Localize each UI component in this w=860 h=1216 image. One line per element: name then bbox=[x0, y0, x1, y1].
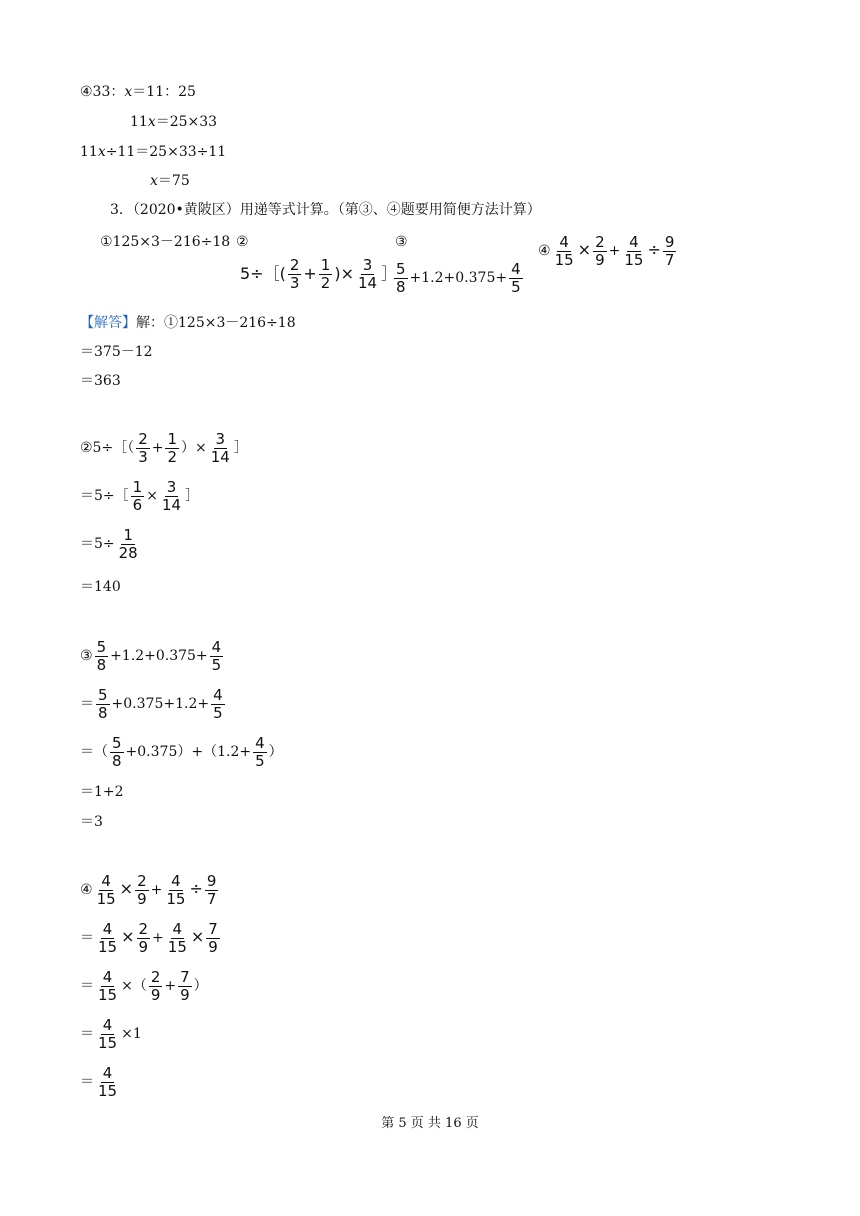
answer-line bbox=[80, 1016, 142, 1052]
expression-text: ＝ bbox=[80, 978, 94, 994]
fraction bbox=[110, 735, 124, 770]
fraction bbox=[96, 1065, 119, 1100]
denominator: 7 bbox=[664, 250, 675, 269]
expression-text: ④33： bbox=[80, 84, 125, 100]
problem-3-item-3-expr bbox=[392, 260, 525, 296]
fraction bbox=[663, 234, 677, 269]
expression-text: ②5÷［（ bbox=[80, 440, 135, 456]
fraction bbox=[394, 261, 408, 296]
answer-line bbox=[80, 526, 142, 562]
expression-text: （2020•黄陂区） bbox=[132, 202, 240, 218]
denominator: 15 bbox=[98, 937, 118, 956]
expression-text: × bbox=[190, 927, 205, 946]
numerator: 4 bbox=[171, 871, 181, 890]
fraction bbox=[211, 687, 225, 722]
denominator: 15 bbox=[554, 250, 574, 269]
expression-text: + bbox=[303, 264, 317, 283]
fraction bbox=[553, 234, 576, 269]
fraction bbox=[117, 527, 140, 562]
fraction bbox=[356, 257, 379, 292]
fraction bbox=[509, 261, 523, 296]
denominator: 2 bbox=[167, 447, 178, 466]
expression-text: ＝5÷［ bbox=[80, 488, 129, 504]
denominator: 8 bbox=[396, 277, 406, 296]
expression-text: + bbox=[150, 882, 163, 898]
fraction bbox=[95, 873, 118, 908]
numerator: 2 bbox=[137, 871, 147, 890]
numerator: 7 bbox=[180, 967, 190, 986]
denominator: 9 bbox=[150, 985, 161, 1004]
fraction bbox=[593, 234, 607, 269]
denominator: 14 bbox=[210, 447, 230, 466]
expression-text: ④ bbox=[80, 882, 93, 898]
numerator: 4 bbox=[211, 637, 222, 656]
denominator: 9 bbox=[180, 985, 190, 1004]
answer-line bbox=[80, 638, 225, 674]
numerator: 4 bbox=[629, 232, 639, 251]
answer-line: ＝1+2 bbox=[80, 784, 124, 800]
numerator: 4 bbox=[102, 1015, 113, 1034]
expression-text: )× bbox=[334, 264, 354, 283]
expression-text: ］ bbox=[185, 488, 200, 504]
denominator: 7 bbox=[206, 889, 217, 908]
answer-line bbox=[80, 478, 199, 514]
numerator: 5 bbox=[396, 259, 406, 278]
numerator: 7 bbox=[208, 919, 218, 938]
answer-line: ＝375－12 bbox=[80, 344, 153, 360]
denominator: 5 bbox=[213, 703, 223, 722]
denominator: 15 bbox=[98, 985, 118, 1004]
numerator: 9 bbox=[206, 871, 217, 890]
denominator: 5 bbox=[255, 751, 265, 770]
prev-line-1 bbox=[80, 82, 196, 102]
denominator: 15 bbox=[166, 889, 186, 908]
numerator: 1 bbox=[320, 256, 331, 274]
denominator: 9 bbox=[137, 889, 147, 908]
answer-line bbox=[80, 919, 222, 956]
expression-text: ＝75 bbox=[157, 173, 190, 189]
expression-text: ÷11＝25×33÷11 bbox=[105, 144, 227, 160]
numerator: 3 bbox=[215, 429, 226, 448]
numerator: 4 bbox=[559, 232, 569, 251]
numerator: 2 bbox=[138, 919, 149, 938]
prev-line-3 bbox=[80, 142, 226, 162]
expression-text: ×（ bbox=[121, 978, 147, 994]
expression-text: × bbox=[121, 927, 135, 946]
expression-text: x bbox=[124, 84, 133, 100]
expression-text: ） bbox=[193, 978, 208, 994]
answer-line bbox=[80, 734, 283, 770]
expression-text: + bbox=[608, 243, 621, 259]
numerator: 1 bbox=[132, 477, 143, 496]
expression-text: x bbox=[97, 144, 106, 160]
expression-text: x bbox=[150, 173, 158, 189]
expression-text: +0.375+1.2+ bbox=[111, 696, 210, 712]
denominator: 9 bbox=[208, 937, 218, 956]
answer-label: 【解答】 bbox=[80, 315, 136, 331]
numerator: 2 bbox=[150, 967, 161, 986]
fraction bbox=[131, 479, 145, 514]
fraction bbox=[166, 921, 189, 956]
denominator: 9 bbox=[595, 250, 605, 269]
answer-line: ＝3 bbox=[80, 814, 103, 830]
fraction bbox=[96, 687, 110, 722]
expression-text: + bbox=[152, 930, 164, 946]
prev-line-2 bbox=[130, 112, 217, 132]
numerator: 1 bbox=[167, 429, 178, 448]
expression-text: ＝（ bbox=[80, 744, 108, 760]
answer-line: ＝140 bbox=[80, 579, 121, 595]
expression-text: x bbox=[147, 114, 156, 130]
denominator: 6 bbox=[132, 495, 143, 514]
expression-text: ］ bbox=[233, 440, 248, 456]
expression-text: ）× bbox=[181, 440, 207, 456]
expression-text: ÷ bbox=[647, 240, 661, 259]
denominator: 3 bbox=[138, 447, 148, 466]
expression-text: × bbox=[119, 879, 134, 898]
denominator: 15 bbox=[167, 937, 187, 956]
expression-text: 解：①125×3－216÷18 bbox=[136, 315, 296, 331]
numerator: 4 bbox=[172, 919, 183, 938]
fraction bbox=[96, 921, 119, 956]
problem-3-item-2-marker: ② bbox=[236, 234, 249, 250]
numerator: 5 bbox=[96, 637, 107, 656]
numerator: 4 bbox=[255, 733, 265, 752]
expression-text: 3． bbox=[110, 202, 133, 218]
denominator: 15 bbox=[98, 1033, 118, 1052]
expression-text: ＝ bbox=[80, 1074, 94, 1090]
denominator: 5 bbox=[211, 655, 222, 674]
numerator: 5 bbox=[112, 733, 122, 752]
fraction bbox=[137, 921, 151, 956]
expression-text: ＝ bbox=[80, 930, 94, 946]
denominator: 15 bbox=[96, 889, 116, 908]
expression-text: +0.375）+（1.2+ bbox=[125, 744, 252, 760]
expression-text: +1.2+0.375+ bbox=[409, 270, 508, 286]
fraction bbox=[95, 639, 109, 674]
numerator: 3 bbox=[166, 477, 177, 496]
numerator: 4 bbox=[101, 871, 111, 890]
problem-3-item-3-marker: ③ bbox=[395, 234, 408, 250]
expression-text: × bbox=[577, 240, 592, 259]
expression-text: 11 bbox=[80, 144, 98, 160]
answer-line bbox=[80, 430, 248, 466]
expression-text: ＝5÷ bbox=[80, 536, 115, 552]
denominator: 2 bbox=[320, 274, 331, 292]
expression-text: 11 bbox=[130, 114, 148, 130]
fraction bbox=[622, 234, 645, 269]
fraction bbox=[135, 873, 149, 908]
numerator: 4 bbox=[213, 685, 223, 704]
expression-text: + bbox=[151, 440, 164, 456]
numerator: 4 bbox=[102, 1063, 113, 1082]
numerator: 2 bbox=[138, 429, 148, 448]
denominator: 3 bbox=[289, 274, 300, 292]
numerator: 2 bbox=[289, 256, 300, 274]
page-footer: 第 5 页 共 16 页 bbox=[381, 1116, 479, 1131]
fraction bbox=[319, 257, 333, 292]
problem-3-item-2-expr bbox=[240, 256, 397, 292]
fraction bbox=[149, 969, 163, 1004]
problem-3-item-1 bbox=[100, 232, 230, 252]
expression-text: ×1 bbox=[121, 1026, 142, 1042]
expression-text: ③ bbox=[80, 648, 93, 664]
numerator: 4 bbox=[511, 259, 521, 278]
problem-3-item-4-expr bbox=[538, 232, 678, 269]
answer-line: ＝363 bbox=[80, 373, 121, 389]
denominator: 5 bbox=[511, 277, 521, 296]
fraction bbox=[206, 921, 220, 956]
numerator: 3 bbox=[362, 256, 373, 274]
numerator: 4 bbox=[102, 967, 113, 986]
answer-line bbox=[80, 871, 220, 908]
answer-line bbox=[80, 1064, 121, 1100]
numerator: 1 bbox=[123, 525, 133, 544]
fraction bbox=[209, 431, 232, 466]
expression-text: ＝ bbox=[80, 696, 94, 712]
fraction bbox=[164, 873, 187, 908]
answer-lead bbox=[80, 313, 296, 333]
denominator: 8 bbox=[98, 703, 108, 722]
fraction bbox=[96, 1017, 119, 1052]
fraction bbox=[136, 431, 150, 466]
expression-text: ＝11：25 bbox=[132, 84, 196, 100]
fraction bbox=[178, 969, 192, 1004]
expression-text: × bbox=[146, 488, 158, 504]
denominator: 15 bbox=[98, 1081, 118, 1100]
problem-3-heading bbox=[110, 200, 541, 220]
denominator: 8 bbox=[112, 751, 122, 770]
denominator: 15 bbox=[624, 250, 644, 269]
fraction bbox=[288, 257, 302, 292]
expression-text: ＝25×33 bbox=[155, 114, 218, 130]
expression-text: +1.2+0.375+ bbox=[110, 648, 208, 664]
expression-text: ④ bbox=[538, 243, 551, 259]
answer-line bbox=[80, 686, 227, 722]
fraction bbox=[210, 639, 224, 674]
expression-text: ］ bbox=[381, 264, 398, 283]
fraction bbox=[205, 873, 219, 908]
fraction bbox=[165, 431, 179, 466]
expression-text: ÷ bbox=[189, 879, 203, 898]
prev-line-4 bbox=[150, 171, 190, 191]
denominator: 9 bbox=[138, 937, 149, 956]
denominator: 8 bbox=[96, 655, 107, 674]
expression-text: ） bbox=[268, 744, 283, 760]
numerator: 5 bbox=[98, 685, 108, 704]
denominator: 14 bbox=[161, 495, 182, 514]
expression-text: 用递等式计算。（第③、④题要用简便方法计算） bbox=[239, 202, 541, 218]
expression-text: ①125×3－216÷18 bbox=[100, 234, 231, 250]
answer-line bbox=[80, 968, 208, 1004]
expression-text: ＝ bbox=[80, 1026, 94, 1042]
fraction bbox=[160, 479, 183, 514]
numerator: 9 bbox=[664, 232, 675, 251]
numerator: 2 bbox=[595, 232, 605, 251]
expression-text: 5÷［( bbox=[240, 264, 286, 283]
denominator: 14 bbox=[358, 274, 378, 292]
fraction bbox=[96, 969, 119, 1004]
denominator: 28 bbox=[118, 543, 138, 562]
expression-text: + bbox=[164, 978, 177, 994]
numerator: 4 bbox=[102, 919, 113, 938]
fraction bbox=[253, 735, 267, 770]
